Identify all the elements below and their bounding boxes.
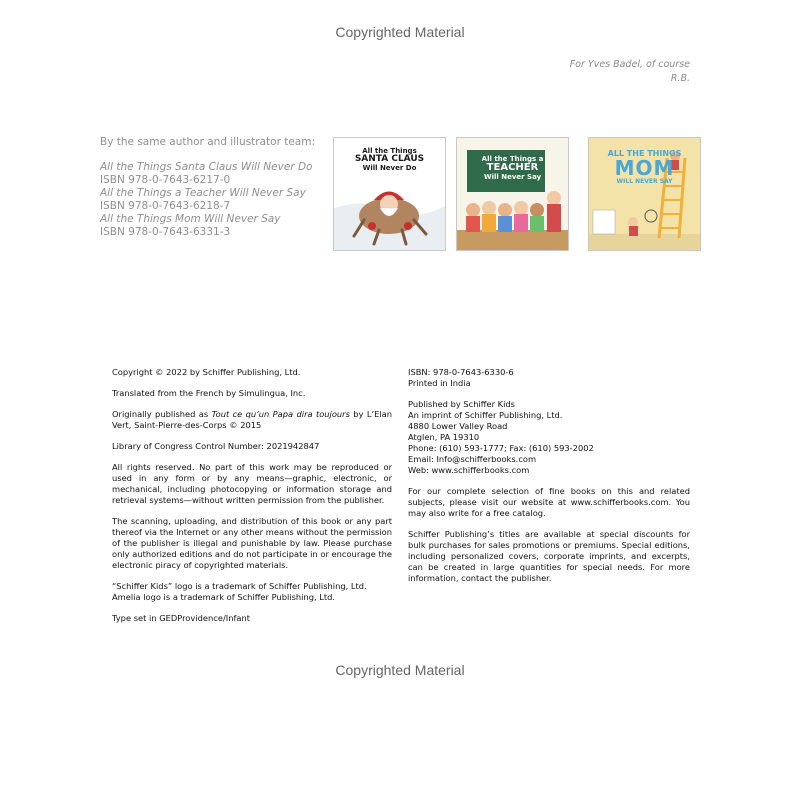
cover-title-line: TEACHER xyxy=(486,162,539,174)
special-sales-note: Schiffer Publishing’s titles are available at special discounts for bulk purchases for sales promotions or premiums. Special editions, including personalized covers, corporate imprints, and excerpts, can be created in large quantities for special needs. For more information, contact the publisher. xyxy=(408,529,690,583)
cover-teacher xyxy=(456,137,569,251)
rights-reserved-notice: All rights reserved. No part of this work may be reproduced or used in any form or by any means—graphic, electronic, or mechanical, including photocopying or information storage and retrieval systems—without written permission from the publisher. xyxy=(112,462,392,505)
original-title: Tout ce qu’un Papa dira toujours xyxy=(211,409,350,419)
cover-title-line: ALL THE THINGS xyxy=(607,149,682,158)
cover-title-line: Will Never Say xyxy=(483,172,542,181)
piracy-notice: The scanning, uploading, and distribution of this book or any part thereof via the Internet or any other means without the permission of the publisher is illegal and punishable by law. Please purchase only authorized editions and do not participate in or encourage the electronic piracy of copyrighted materials. xyxy=(112,516,392,570)
copyright-watermark-bottom: Copyrighted Material xyxy=(335,662,465,678)
cover-title-line: MOM xyxy=(614,156,675,181)
cover-title-line: WILL NEVER SAY xyxy=(616,178,673,186)
original-publication-suffix: by L’Elan Vert, Saint-Pierre-des-Corps © 2015 xyxy=(112,409,392,430)
publisher-city: Atglen, PA 19310 xyxy=(408,432,480,442)
dedication-line: For Yves Badel, of course xyxy=(569,59,690,70)
dedication-initials: R.B. xyxy=(670,73,690,84)
printed-in-line: Printed in India xyxy=(408,378,471,388)
cover-title xyxy=(457,156,568,181)
isbn-line: ISBN: 978-0-7643-6330-6 xyxy=(408,367,514,377)
trademark-notice xyxy=(112,581,392,603)
book-isbn: ISBN 978-0-7643-6217-0 xyxy=(100,174,231,186)
book-isbn: ISBN 978-0-7643-6331-3 xyxy=(100,226,231,238)
same-team-heading: By the same author and illustrator team: xyxy=(100,136,316,148)
copyright-column-left xyxy=(112,367,392,634)
book-isbn: ISBN 978-0-7643-6218-7 xyxy=(100,200,231,212)
book-title: All the Things Santa Claus Will Never Do xyxy=(100,161,313,173)
original-publication xyxy=(112,409,392,431)
translation-credit: Translated from the French by Simulingua, Inc. xyxy=(112,388,306,398)
cover-santa-claus xyxy=(333,137,446,251)
trademark-line: “Schiffer Kids” logo is a trademark of Schiffer Publishing, Ltd. xyxy=(112,581,367,591)
same-team-list xyxy=(100,136,330,239)
publisher-phone: Phone: (610) 593-1777; Fax: (610) 593-2002 xyxy=(408,443,594,453)
book-title: All the Things Mom Will Never Say xyxy=(100,213,281,225)
copyright-line: Copyright © 2022 by Schiffer Publishing, Ltd. xyxy=(112,367,301,377)
trademark-line: Amelia logo is a trademark of Schiffer Publishing, Ltd. xyxy=(112,592,336,602)
cover-title-line: SANTA CLAUS xyxy=(354,154,425,165)
publisher-imprint: An imprint of Schiffer Publishing, Ltd. xyxy=(408,410,563,420)
publisher-web: Web: www.schifferbooks.com xyxy=(408,465,530,475)
dedication xyxy=(570,58,690,86)
copyright-watermark-top: Copyrighted Material xyxy=(335,24,465,40)
cover-title-line: Will Never Do xyxy=(362,163,417,172)
cover-title-line: All the Things a xyxy=(481,155,544,163)
typeset-note: Type set in GEDProvidence/Infant xyxy=(112,613,250,623)
isbn-block xyxy=(408,367,690,389)
catalog-note: For our complete selection of fine books on this and related subjects, please visit our website at www.schifferbooks.com. You may also write for a free catalog. xyxy=(408,486,690,518)
loc-control-number: Library of Congress Control Number: 2021942847 xyxy=(112,441,320,451)
book-covers xyxy=(333,137,703,251)
original-publication-prefix: Originally published as xyxy=(112,409,212,419)
cover-title xyxy=(334,148,445,172)
publisher-block xyxy=(408,399,690,476)
publisher-name: Published by Schiffer Kids xyxy=(408,399,515,409)
cover-mom xyxy=(588,137,701,251)
copyright-column-right xyxy=(408,367,690,594)
publisher-address: 4880 Lower Valley Road xyxy=(408,421,508,431)
book-title: All the Things a Teacher Will Never Say xyxy=(100,187,306,199)
cover-title-line: All the Things xyxy=(362,147,417,155)
publisher-email: Email: Info@schifferbooks.com xyxy=(408,454,537,464)
cover-title xyxy=(589,150,700,186)
